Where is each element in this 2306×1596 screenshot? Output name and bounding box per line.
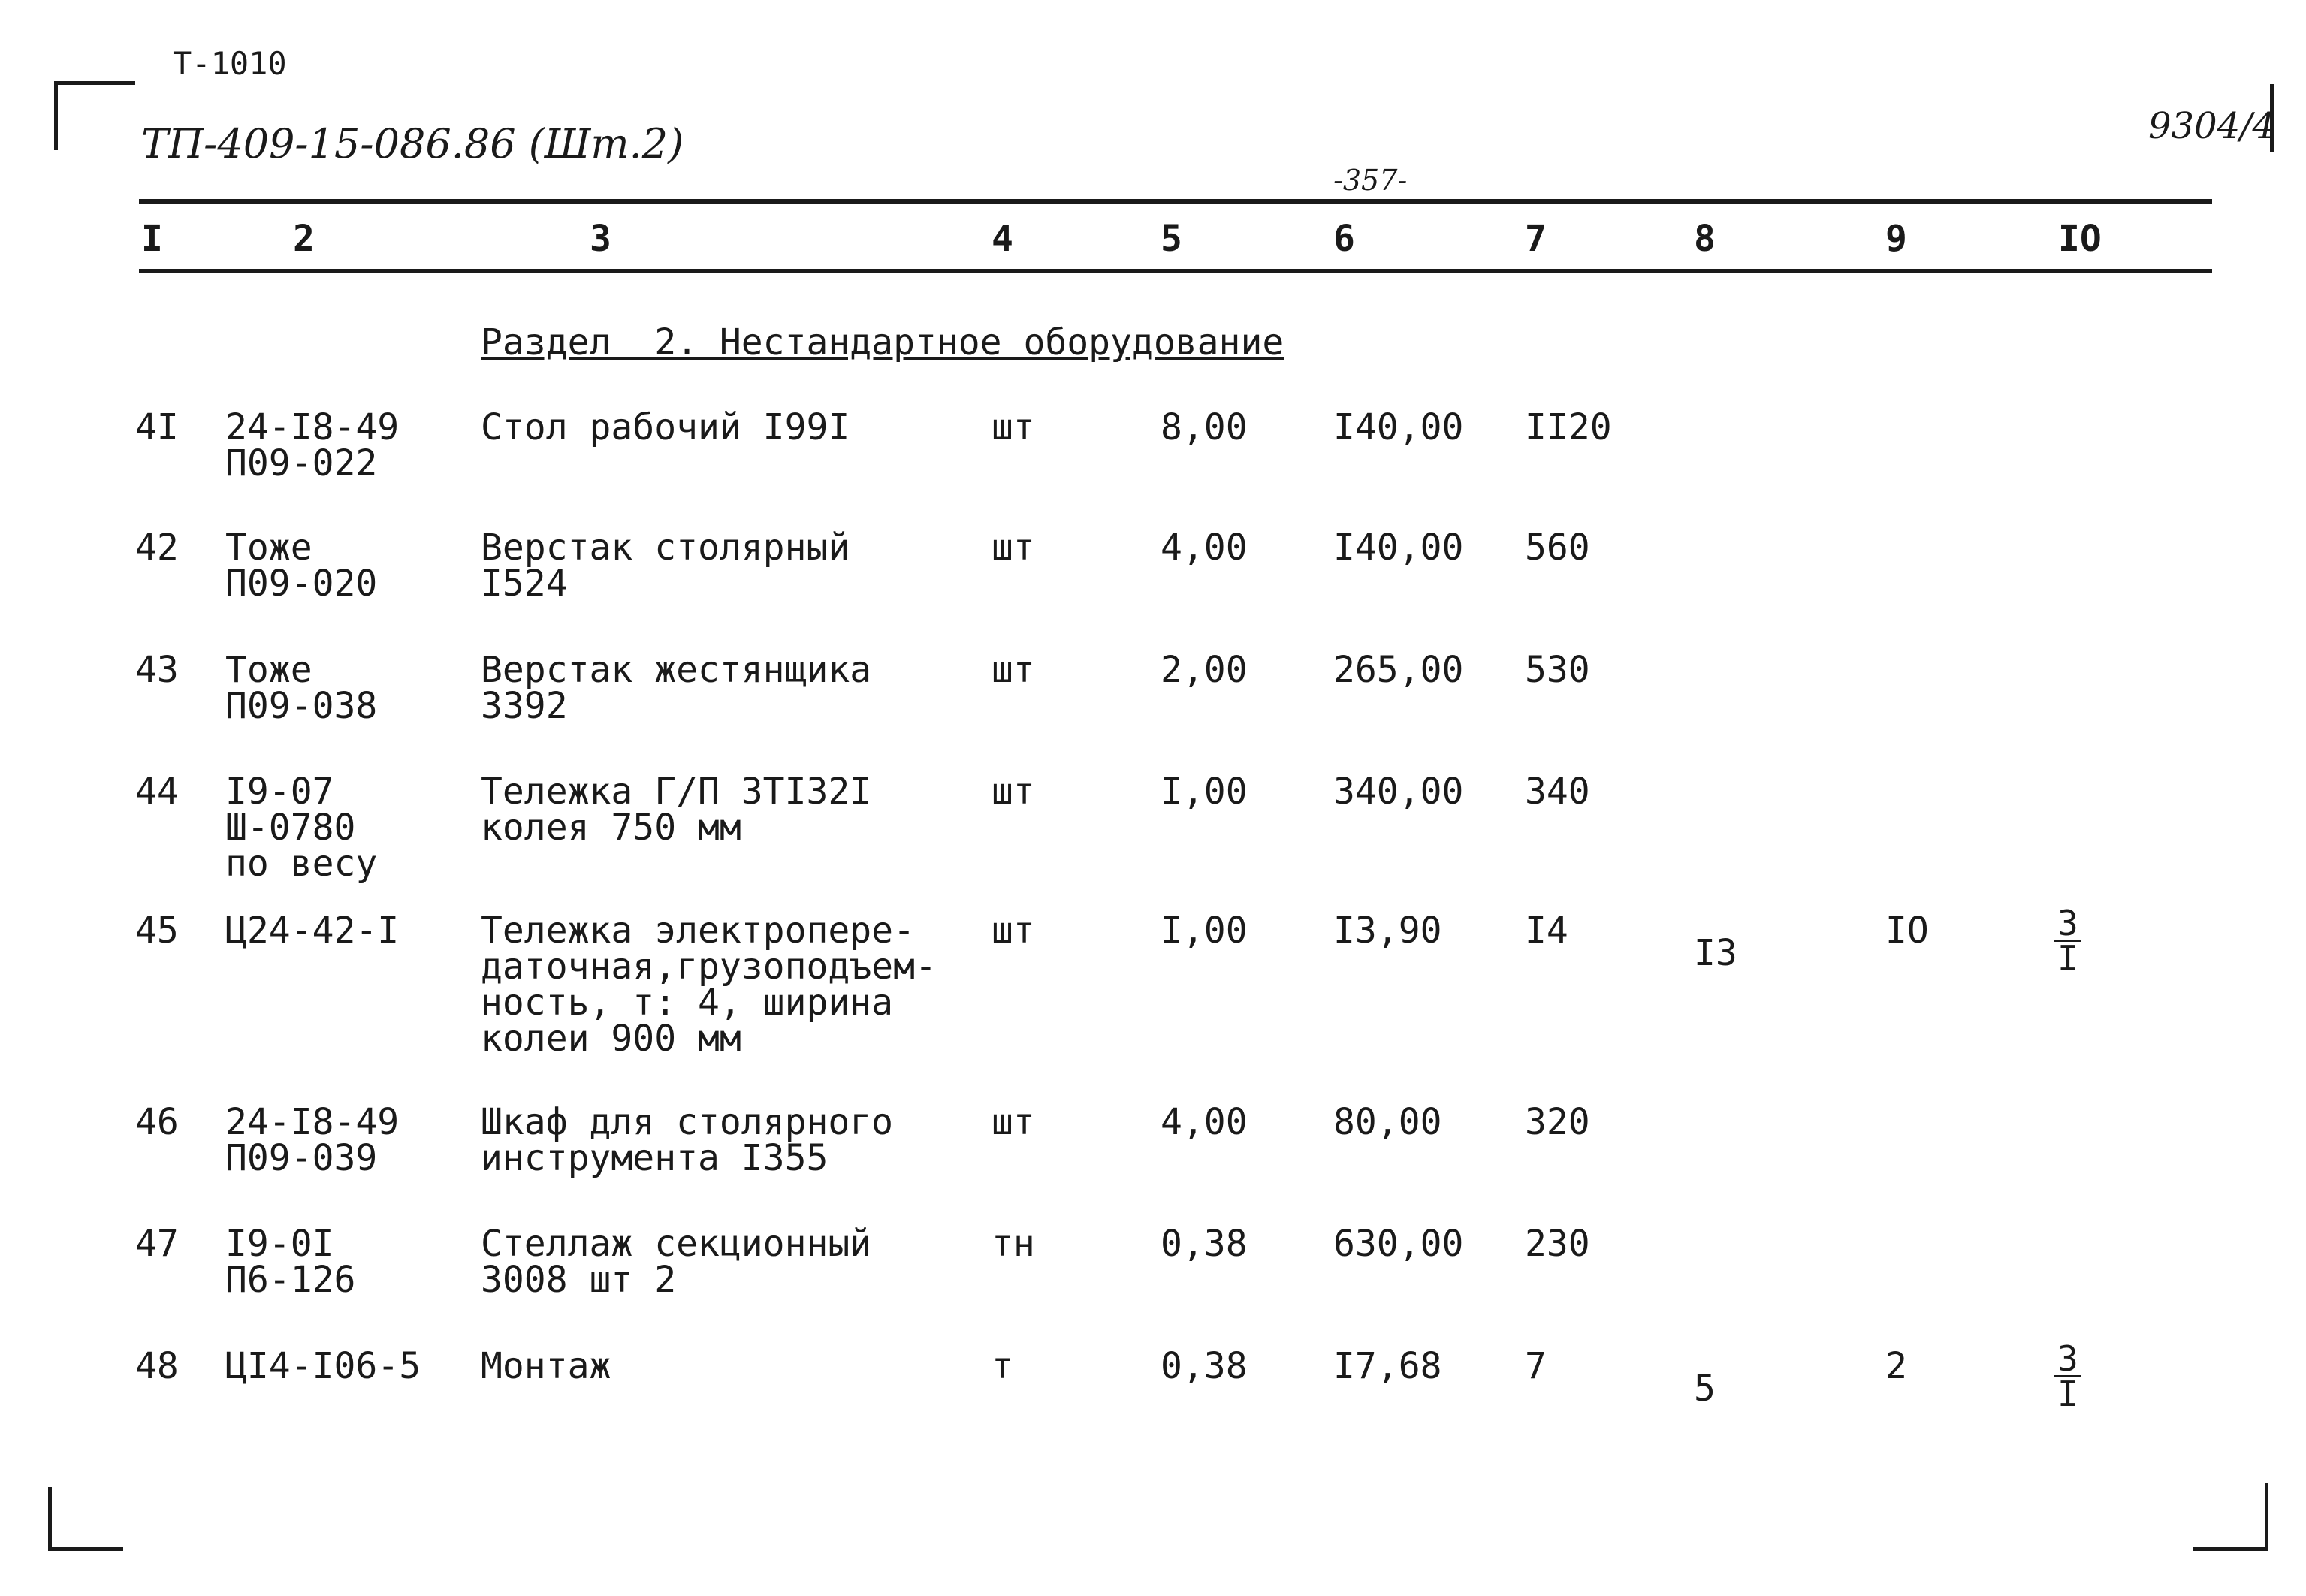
row-quantity: 8,00 <box>1161 406 1248 448</box>
row-unit-price: 80,00 <box>1333 1101 1442 1143</box>
column-header-7: 7 <box>1525 218 1547 260</box>
row-col-9: IO <box>1885 910 1929 952</box>
row-quantity: I,00 <box>1161 910 1248 952</box>
row-number: 46 <box>135 1101 179 1143</box>
row-total: 530 <box>1525 649 1590 691</box>
corner-mark-top-left-v <box>54 81 58 150</box>
row-col-10-fraction <box>2054 903 2081 979</box>
row-total: 560 <box>1525 526 1590 569</box>
row-quantity: 4,00 <box>1161 1101 1248 1143</box>
fraction-denominator: I <box>2057 1374 2078 1414</box>
column-header-10: IO <box>2058 218 2102 260</box>
row-number: 42 <box>135 526 179 569</box>
column-header-9: 9 <box>1885 218 1907 260</box>
header-rule-bottom <box>139 269 2212 273</box>
row-unit: тн <box>992 1223 1035 1265</box>
row-total: I4 <box>1525 910 1568 952</box>
row-number: 44 <box>135 771 179 813</box>
fraction-numerator: 3 <box>2054 907 2081 942</box>
column-header-3: 3 <box>590 218 611 260</box>
row-unit-price: 340,00 <box>1333 771 1464 813</box>
row-name: Стол рабочий I99I <box>481 406 850 448</box>
row-code: 24-I8-49 П09-039 <box>225 1101 400 1179</box>
row-total: II20 <box>1525 406 1612 448</box>
row-unit-price: I40,00 <box>1333 526 1464 569</box>
row-name: Шкаф для столярного инструмента I355 <box>481 1101 894 1179</box>
row-number: 4I <box>135 406 179 448</box>
row-quantity: 4,00 <box>1161 526 1248 569</box>
row-total: 320 <box>1525 1101 1590 1143</box>
corner-mark-bottom-left-v <box>48 1487 52 1551</box>
row-number: 47 <box>135 1223 179 1265</box>
row-col-9: 2 <box>1885 1345 1907 1387</box>
page-number: -357- <box>1333 164 1408 197</box>
row-code: Тоже П09-020 <box>225 526 378 605</box>
column-header-5: 5 <box>1161 218 1182 260</box>
row-quantity: I,00 <box>1161 771 1248 813</box>
row-unit: шт <box>992 526 1035 569</box>
column-header-8: 8 <box>1694 218 1716 260</box>
corner-mark-bottom-left-h <box>48 1547 123 1551</box>
section-title: Раздел 2. Нестандартное оборудование <box>481 321 1284 364</box>
row-number: 43 <box>135 649 179 691</box>
row-unit-price: I3,90 <box>1333 910 1442 952</box>
row-name: Тележка электропере- даточная,грузоподъем- ность, т: 4, ширина колеи 900 мм <box>481 910 937 1060</box>
row-code: Тоже П09-038 <box>225 649 378 727</box>
document-code: Т-1010 <box>173 45 287 82</box>
row-unit: шт <box>992 771 1035 813</box>
row-quantity: 2,00 <box>1161 649 1248 691</box>
column-header-2: 2 <box>293 218 315 260</box>
row-number: 48 <box>135 1345 179 1387</box>
row-quantity: 0,38 <box>1161 1345 1248 1387</box>
project-reference: ТП-409-15-086.86 (Шт.2) <box>141 120 684 167</box>
header-rule-top <box>139 199 2212 204</box>
row-code: I9-07 Ш-0780 по весу <box>225 771 378 885</box>
column-header-6: 6 <box>1333 218 1355 260</box>
row-unit: шт <box>992 406 1035 448</box>
row-name: Монтаж <box>481 1345 611 1387</box>
row-name: Тележка Г/П 3ТI32I колея 750 мм <box>481 771 872 849</box>
row-col-8: 5 <box>1694 1368 1716 1410</box>
row-unit: шт <box>992 1101 1035 1143</box>
row-total: 340 <box>1525 771 1590 813</box>
row-unit-price: I40,00 <box>1333 406 1464 448</box>
row-unit-price: 630,00 <box>1333 1223 1464 1265</box>
fraction-numerator: 3 <box>2054 1342 2081 1377</box>
row-name: Верстак жестянщика 3392 <box>481 649 872 727</box>
column-header-1: I <box>141 218 163 260</box>
row-number: 45 <box>135 910 179 952</box>
row-code: ЦI4-I06-5 <box>225 1345 421 1387</box>
corner-mark-top-left-h <box>54 81 135 85</box>
row-code: Ц24-42-I <box>225 910 400 952</box>
sheet-mark: 9304/4 <box>2148 105 2275 147</box>
corner-mark-bottom-right-v <box>2265 1483 2268 1551</box>
row-total: 230 <box>1525 1223 1590 1265</box>
row-quantity: 0,38 <box>1161 1223 1248 1265</box>
row-unit-price: I7,68 <box>1333 1345 1442 1387</box>
row-unit: шт <box>992 910 1035 952</box>
row-unit: т <box>992 1345 1013 1387</box>
row-name: Верстак столярный I524 <box>481 526 850 605</box>
row-col-8: I3 <box>1694 932 1737 974</box>
corner-mark-bottom-right-h <box>2193 1547 2268 1551</box>
row-col-10-fraction <box>2054 1338 2081 1414</box>
row-name: Стеллаж секционный 3008 шт 2 <box>481 1223 872 1301</box>
row-total: 7 <box>1525 1345 1547 1387</box>
column-header-4: 4 <box>992 218 1013 260</box>
row-unit: шт <box>992 649 1035 691</box>
row-code: I9-0I П6-126 <box>225 1223 356 1301</box>
row-code: 24-I8-49 П09-022 <box>225 406 400 484</box>
row-unit-price: 265,00 <box>1333 649 1464 691</box>
fraction-denominator: I <box>2057 938 2078 979</box>
